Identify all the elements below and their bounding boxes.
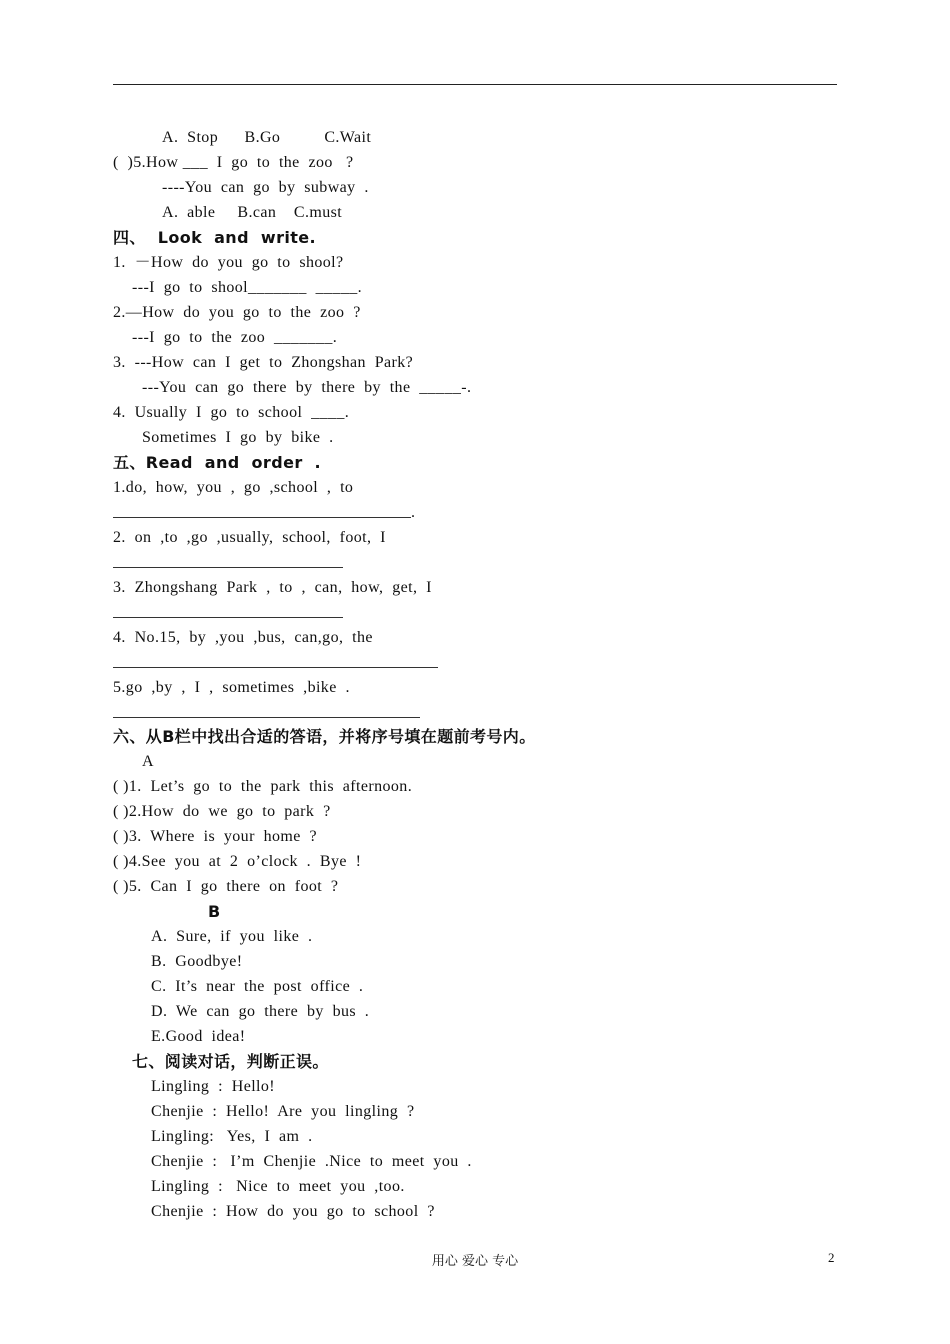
text-line: ( )5. Can I go there on foot ? — [113, 878, 339, 895]
text-line: ( )4.See you at 2 o’clock . Bye ! — [113, 853, 362, 870]
text-line: 3. Zhongshang Park , to , can, how, get, I — [113, 579, 432, 596]
section-heading: 五、Read and order . — [113, 453, 322, 472]
text-line: 3. ---How can I get to Zhongshan Park? — [113, 354, 414, 371]
text-line: Chenjie : Hello! Are you lingling ? — [151, 1103, 415, 1120]
text-line: . — [411, 504, 416, 521]
text-line: 5.go ,by , I , sometimes ,bike . — [113, 679, 350, 696]
text-line: A. able B.can C.must — [162, 204, 343, 221]
text-line: A — [142, 753, 154, 770]
text-line: ----You can go by subway . — [162, 179, 369, 196]
text-line: D. We can go there by bus . — [151, 1003, 370, 1020]
text-line: 1.do, how, you , go ,school , to — [113, 479, 354, 496]
answer-blank-2[interactable] — [113, 567, 343, 568]
text-line: 1. －How do you go to shool? — [113, 254, 344, 271]
text-line: 4. Usually I go to school ____. — [113, 404, 350, 421]
text-line: Lingling : Hello! — [151, 1078, 276, 1095]
text-line: 2. on ,to ,go ,usually, school, foot, I — [113, 529, 386, 546]
text-line: Sometimes I go by bike . — [142, 429, 334, 446]
text-line: ( )3. Where is your home ? — [113, 828, 318, 845]
text-line: Lingling: Yes, I am . — [151, 1128, 313, 1145]
answer-blank-3[interactable] — [113, 617, 343, 618]
text-line: Chenjie : How do you go to school ? — [151, 1203, 435, 1220]
text-line: Lingling : Nice to meet you ,too. — [151, 1178, 405, 1195]
page-footer: 用心 爱心 专心 — [431, 1254, 519, 1269]
text-line: B. Goodbye! — [151, 953, 243, 970]
answer-blank-1[interactable] — [113, 517, 411, 518]
header-rule — [113, 84, 837, 85]
text-line: Chenjie : I’m Chenjie .Nice to meet you . — [151, 1153, 472, 1170]
text-line: A. Stop B.Go C.Wait — [162, 129, 372, 146]
section-heading: 四、 Look and write. — [113, 228, 317, 247]
text-line: 4. No.15, by ,you ,bus, can,go, the — [113, 629, 373, 646]
section-heading: 七、阅读对话，判断正误。 — [132, 1052, 329, 1071]
text-line: ---I go to shool_______ _____. — [132, 279, 363, 296]
section-heading: 六、从B栏中找出合适的答语，并将序号填在题前考号内。 — [113, 727, 536, 746]
text-line: ( )5.How ___ I go to the zoo ? — [113, 154, 354, 171]
text-line: A. Sure, if you like . — [151, 928, 313, 945]
text-line: ( )1. Let’s go to the park this afternoon. — [113, 778, 413, 795]
answer-blank-5[interactable] — [113, 717, 420, 718]
text-line: ---You can go there by there by the _____-. — [142, 379, 472, 396]
answer-blank-4[interactable] — [113, 667, 438, 668]
page-number: 2 — [828, 1250, 835, 1265]
text-line: 2.—How do you go to the zoo ? — [113, 304, 361, 321]
text-line: C. It’s near the post office . — [151, 978, 364, 995]
text-line: ( )2.How do we go to park ? — [113, 803, 331, 820]
section-heading: B — [208, 902, 221, 921]
text-line: ---I go to the zoo _______. — [132, 329, 338, 346]
text-line: E.Good idea! — [151, 1028, 246, 1045]
